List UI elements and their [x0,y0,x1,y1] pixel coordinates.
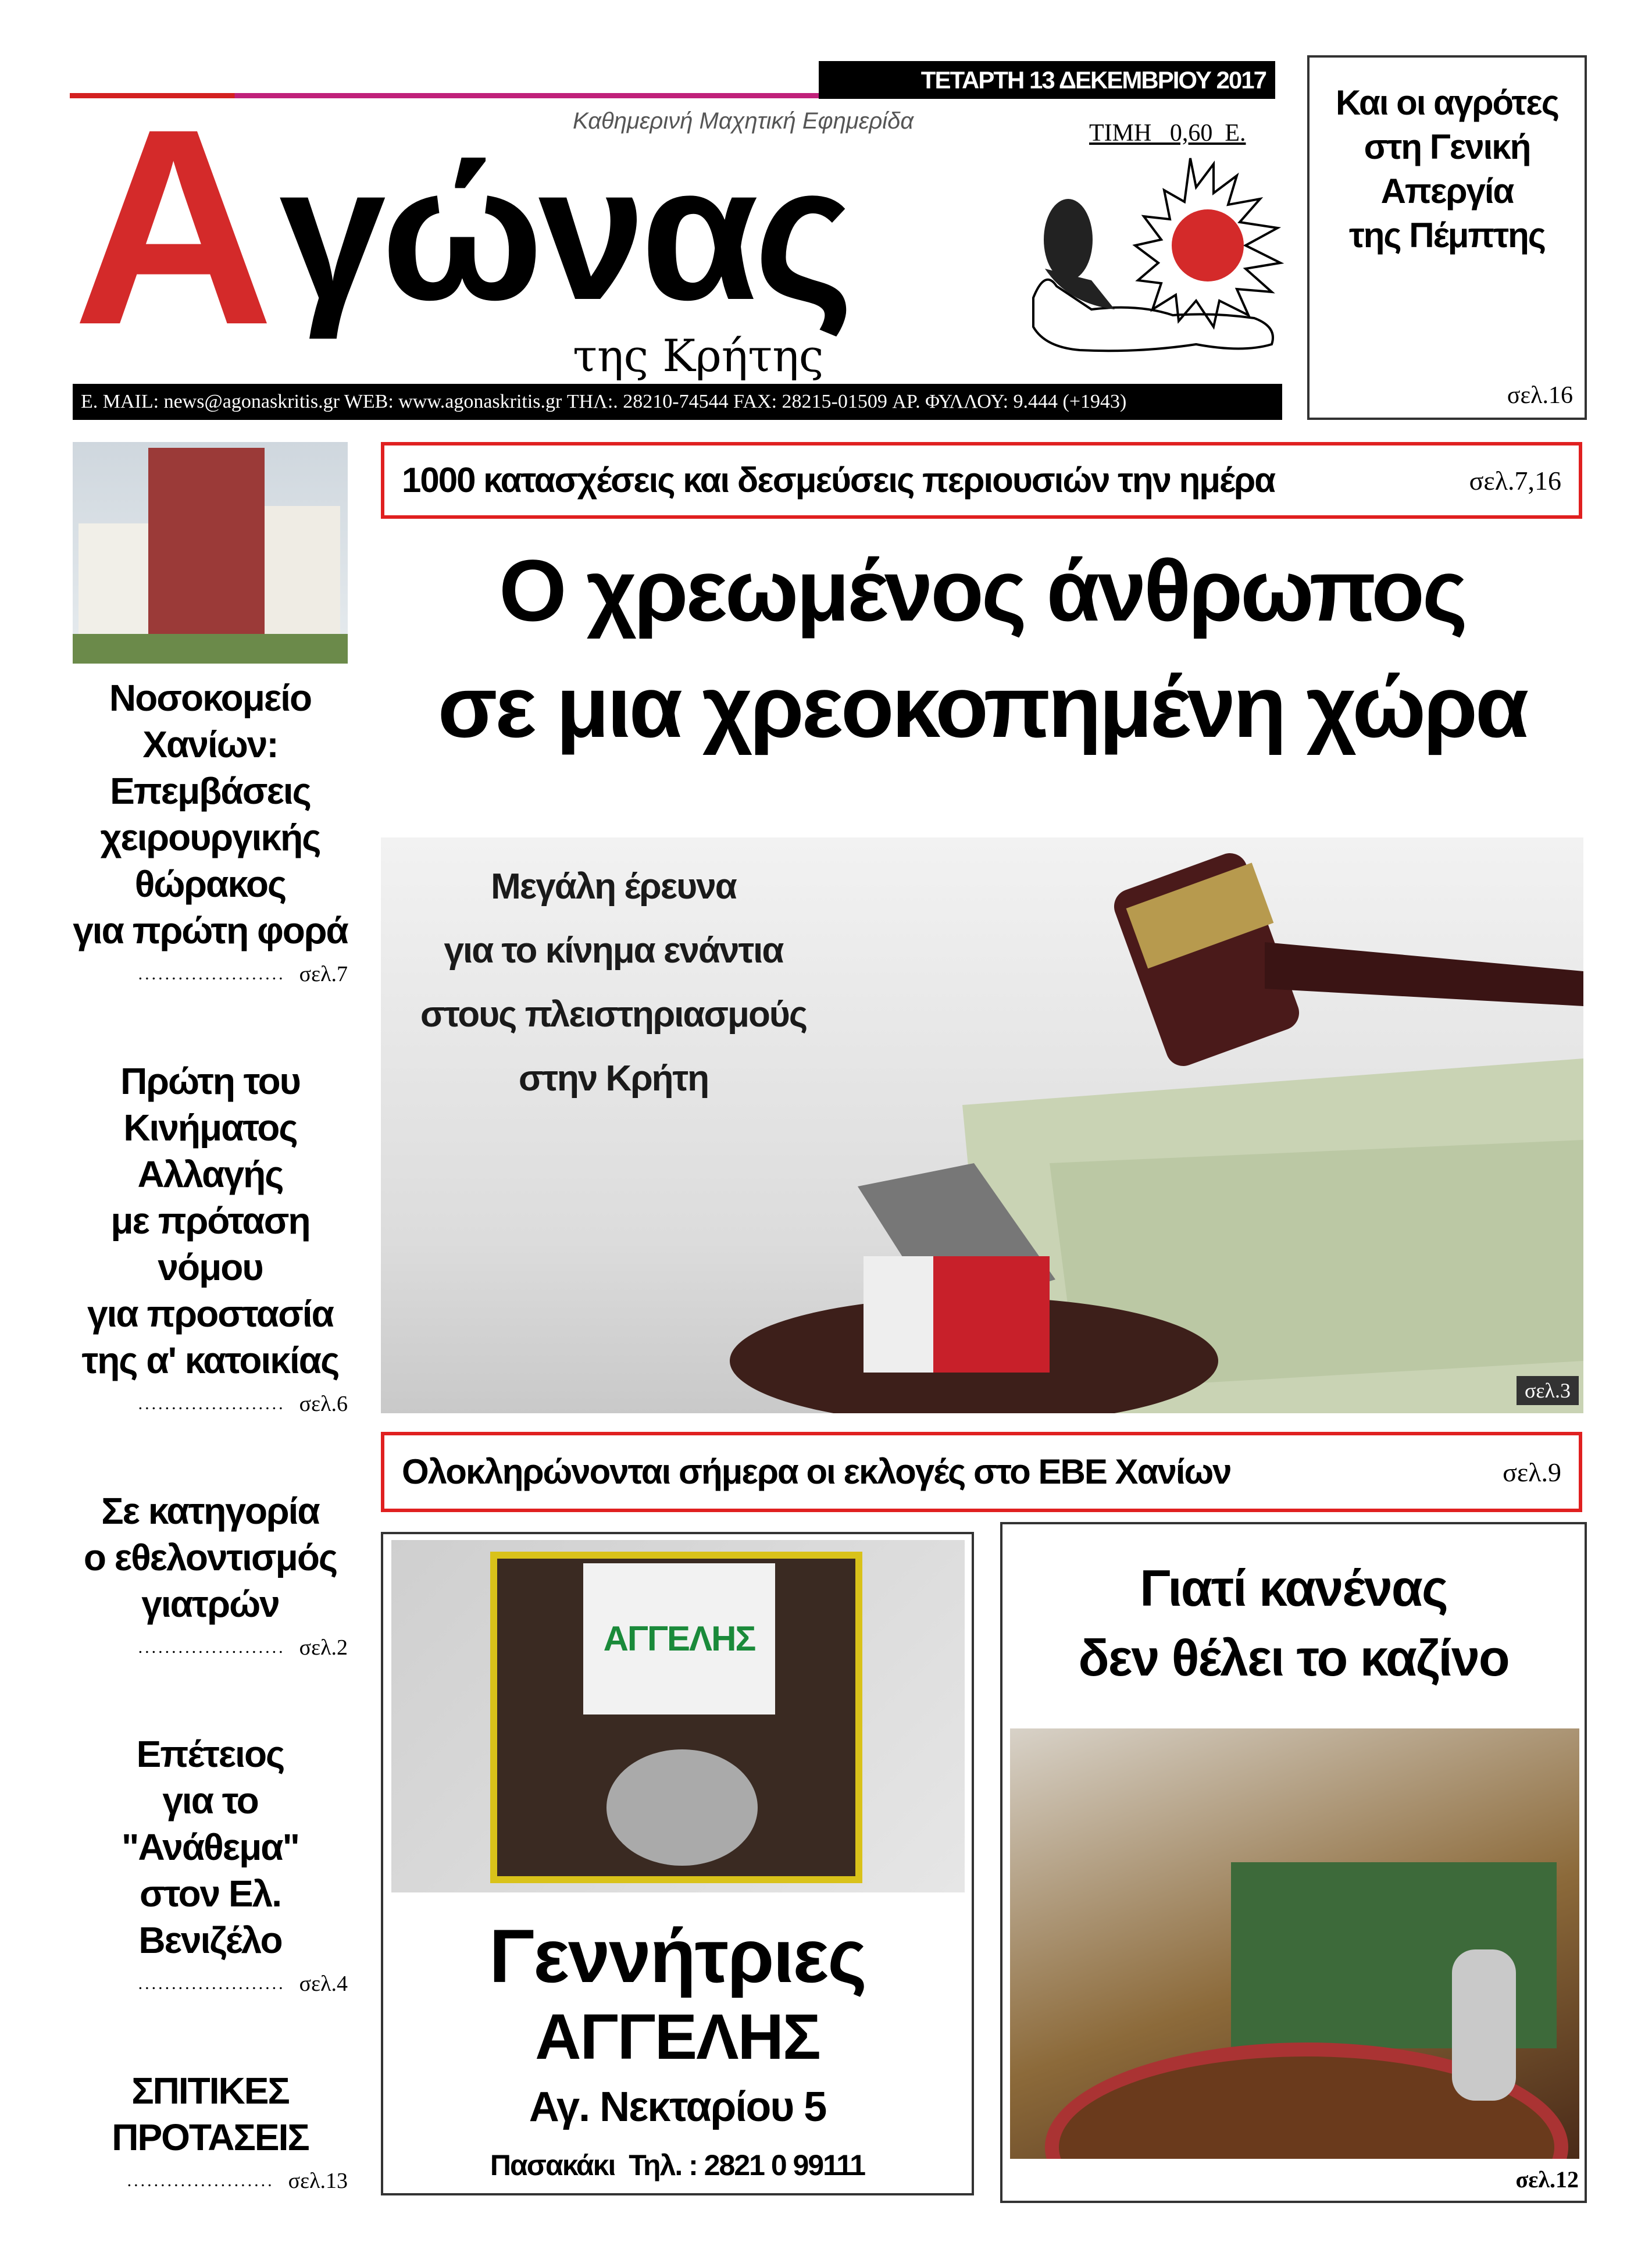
overlay-line: Μεγάλη έρευνα [491,867,736,907]
story-line: για προστασία [87,1292,333,1335]
story-line: Νοσοκομείο Χανίων: [109,677,312,765]
tagline: Καθημερινή Μαχητική Εφημερίδα [573,108,914,134]
right-story-line: Απεργία [1380,172,1514,211]
page-ref: σελ.16 [1507,382,1573,409]
overlay-line: στους πλειστηριασμούς [420,995,807,1035]
logo-subtitle: της Κρήτης [573,330,824,382]
left-column [73,675,348,2195]
dot-leader: ...................... [138,1974,286,1994]
page-ref: σελ.2 [299,1635,348,1660]
left-story-2[interactable] [73,1058,348,1418]
main-image[interactable] [381,837,1583,1413]
page-ref: σελ.4 [299,1972,348,1997]
headline-line: Ο χρεωμένος άνθρωπος [499,541,1465,639]
dot-leader: ...................... [138,1393,286,1413]
left-story-1[interactable] [73,675,348,989]
dot-leader: ...................... [138,964,286,983]
story-line: ο εθελοντισμός [83,1536,337,1578]
ad-phone: Πασακάκι Τηλ. : 2821 0 99111 [490,2149,865,2182]
story-line: Σε κατηγορία [101,1489,319,1532]
page-ref: σελ.9 [1503,1457,1561,1487]
main-headline[interactable] [381,532,1583,765]
left-story-4[interactable] [73,1731,348,1998]
dot-leader: ...................... [138,1637,286,1657]
story-line: της α' κατοικίας [81,1339,339,1381]
story-line: Αλλαγής [137,1153,283,1195]
casino-headline-line: Γιατί κανένας [1140,1559,1447,1617]
generator-brand: ΑΓΓΕΛΗΣ [583,1563,775,1714]
story-line: για πρώτη φορά [73,910,348,951]
story-line: ΣΠΙΤΙΚΕΣ [131,2070,289,2112]
page-ref: σελ.7 [299,962,348,986]
image-overlay-text [393,855,834,1111]
overlay-line: στην Κρήτη [518,1058,709,1099]
story-line: Επέτειος [136,1733,284,1776]
banner-text: Ολοκληρώνονται σήμερα οι εκλογές στο ΕΒΕ Χανίων [402,1452,1231,1491]
advertisement-generators[interactable] [381,1532,974,2195]
casino-headline-line: δεν θέλει το καζίνο [1078,1629,1509,1687]
story-line: στον Ελ. Βενιζέλο [138,1873,282,1962]
left-story-5[interactable] [73,2068,348,2195]
dot-leader: ...................... [127,2171,274,2190]
ad-address: Αγ. Νεκταρίου 5 [529,2084,826,2130]
ad-title: Γεννήτριες [489,1913,866,1998]
page-ref: σελ.12 [1515,2166,1579,2193]
date-bar [819,61,1275,99]
logo-wordmark: γώνας [279,125,850,340]
story-line: θώρακος [134,863,286,905]
banner-elections[interactable] [381,1432,1582,1512]
story-line: για το "Ανάθεμα" [122,1780,299,1869]
gavel-icon [1109,849,1583,1071]
story-line: Πρώτη του Κινήματος [120,1060,300,1149]
generator-photo [391,1540,965,1892]
price: ΤΙΜΗ 0,60 Ε. [1089,120,1246,147]
story-line: με πρόταση νόμου [110,1199,310,1288]
right-story-box[interactable] [1307,55,1587,420]
page-ref: σελ.7,16 [1469,465,1561,496]
right-story-line: της Πέμπτης [1349,216,1545,255]
casino-story[interactable] [1000,1522,1587,2203]
story-line: χειρουργικής [100,817,320,858]
logo-letter-a: Α [73,70,274,383]
headline-line: σε μια χρεοκοπημένη χώρα [437,658,1527,755]
issue-date: ΤΕΤΑΡΤΗ 13 ΔΕΚΕΜΒΡΙΟΥ 2017 [920,66,1266,94]
banner-foreclosures[interactable] [381,442,1582,519]
emblem-icon [1022,152,1290,362]
right-story-line: στη Γενική [1364,127,1530,166]
left-story-3[interactable] [73,1488,348,1662]
contact-bar: Ε. MAIL: news@agonaskritis.gr WEB: www.agonaskritis.gr ΤΗΛ:. 28210-74544 FAX: 28215-01509 ΑΡ. ΦΥΛΛΟΥ: 9.444 (+1943) [73,384,1282,420]
overlay-line: για το κίνημα ενάντια [444,931,783,971]
story-line: γιατρών [141,1582,279,1625]
ad-name: ΑΓΓΕΛΗΣ [535,2001,820,2073]
page-ref: σελ.6 [299,1391,348,1416]
banner-text: 1000 κατασχέσεις και δεσμεύσεις περιουσιών την ημέρα [402,461,1275,500]
story-line: ΠΡΟΤΑΣΕΙΣ [112,2116,309,2158]
casino-photo [1010,1728,1579,2159]
page-ref: σελ.13 [288,2169,348,2193]
hospital-photo [73,442,348,664]
story-line: Επεμβάσεις [110,770,311,812]
right-story-line: Και οι αγρότες [1336,83,1558,122]
page-ref: σελ.3 [1517,1376,1579,1405]
